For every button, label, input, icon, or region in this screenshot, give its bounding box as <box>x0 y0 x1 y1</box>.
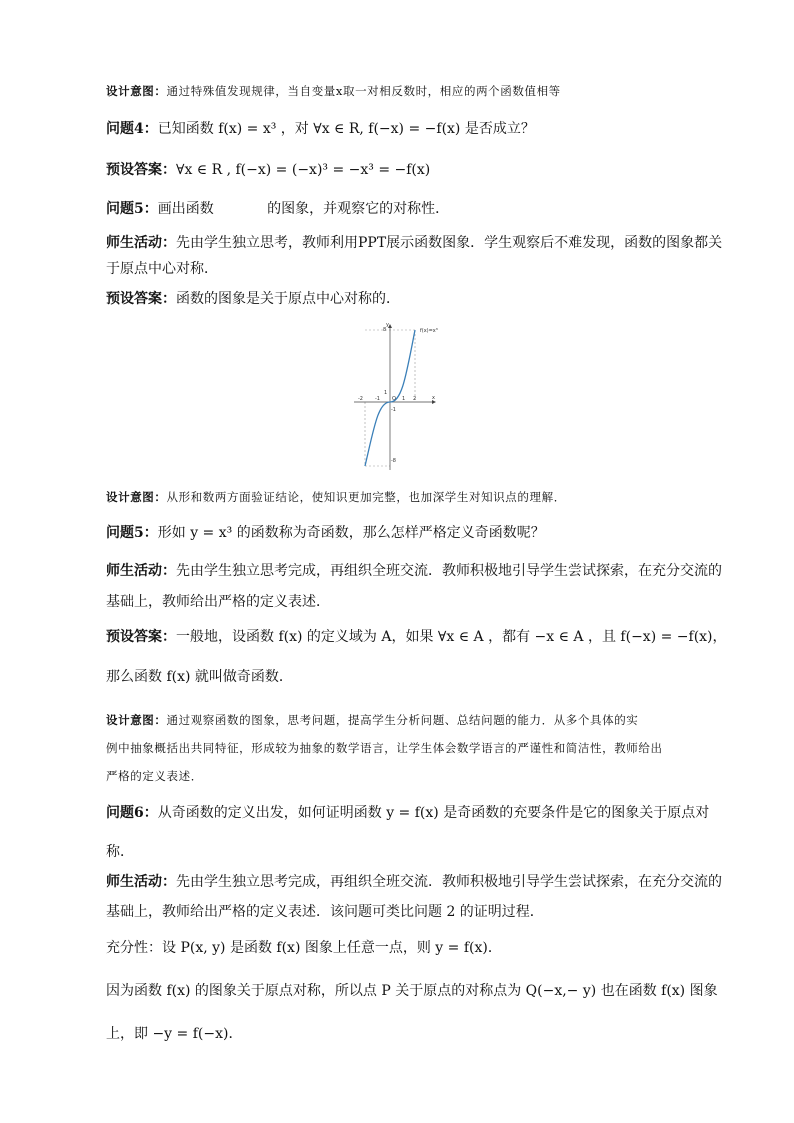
x-tick-2: 2 <box>413 396 417 402</box>
question-5-define <box>106 523 718 543</box>
label: 师生活动： <box>106 874 176 890</box>
text: ∀x ∈ R , f(−x) = (−x)³ = −x³ = −f(x) <box>176 162 431 178</box>
text: 充分性：设 P(x, y) 是函数 f(x) 图象上任意一点，则 y = f(x)． <box>106 940 502 956</box>
y-one-label: 1 <box>384 390 388 396</box>
text: 先由学生独立思考，教师利用PPT展示函数图象．学生观察后不难发现，函数的图象都关 <box>176 235 723 251</box>
question-6-line2 <box>106 842 718 862</box>
sufficiency-line <box>106 938 718 958</box>
label: 设计意图： <box>106 490 167 504</box>
label: 师生活动： <box>106 235 176 251</box>
text: 先由学生独立思考完成，再组织全班交流．教师积极地引导学生尝试探索，在充分交流的 <box>176 563 722 579</box>
y-bottom-label: -8 <box>391 458 396 464</box>
text: 称． <box>106 844 134 860</box>
text: 严格的定义表述． <box>106 769 203 783</box>
label: 设计意图： <box>106 713 167 727</box>
teacher-student-activity-1-line2 <box>106 259 718 279</box>
text: 那么函数 f(x) 就叫做奇函数． <box>106 669 293 685</box>
text: 一般地，设函数 f(x) 的定义域为 A，如果 ∀x ∈ A ，都有 −x ∈ A ，且 f(−x) = −f(x)， <box>176 629 727 645</box>
text: 已知函数 f(x) = x³ ，对 ∀x ∈ R, f(−x) = −f(x) 是否成立？ <box>157 121 535 137</box>
teacher-student-activity-3-line2 <box>106 902 718 922</box>
x-tick-neg1: -1 <box>375 396 380 402</box>
text: 从奇函数的定义出发，如何证明函数 y = f(x) 是奇函数的充要条件是它的图象关于原点对 <box>157 805 710 821</box>
x-axis-label: x <box>432 395 435 401</box>
y-top-label: 8 <box>383 327 387 333</box>
y-axis-label: y <box>386 322 389 328</box>
label: 师生活动： <box>106 563 176 579</box>
label: 问题5： <box>106 525 158 541</box>
text: 于原点中心对称． <box>106 261 218 277</box>
origin-label: O <box>392 396 396 402</box>
question-4 <box>106 119 718 139</box>
graph-svg <box>350 322 446 470</box>
question-5-draw <box>106 199 718 219</box>
design-intent-2 <box>106 487 718 507</box>
design-intent-1 <box>106 81 718 101</box>
teacher-student-activity-2-line2 <box>106 592 718 612</box>
x-tick-neg2: -2 <box>358 396 363 402</box>
text: 通过观察函数的图象，思考问题，提高学生分析问题、总结问题的能力．从多个具体的实 <box>166 713 639 727</box>
design-intent-3-line3 <box>106 766 718 786</box>
design-intent-3-line2 <box>106 738 718 758</box>
label: 问题5： <box>106 201 158 217</box>
design-intent-3-line1 <box>106 710 718 730</box>
x-tick-1: 1 <box>402 396 406 402</box>
preset-answer-1 <box>106 160 718 180</box>
text: 基础上，教师给出严格的定义表述． <box>106 594 330 610</box>
preset-answer-3-line2 <box>106 667 718 687</box>
label: 预设答案： <box>106 291 176 307</box>
label: 问题4： <box>106 121 158 137</box>
text: 因为函数 f(x) 的图象关于原点对称，所以点 P 关于原点的对称点为 Q(−x,− y) 也在函数 f(x) 图象 <box>106 983 718 999</box>
text: 函数的图象是关于原点中心对称的． <box>176 291 400 307</box>
label: 预设答案： <box>106 629 176 645</box>
text: 从形和数两方面验证结论，使知识更加完整，也加深学生对知识点的理解． <box>166 490 566 504</box>
proof-line1 <box>106 981 718 1001</box>
label: 预设答案： <box>106 162 176 178</box>
curve-label: f(x)=x³ <box>420 328 438 334</box>
teacher-student-activity-3-line1 <box>106 872 722 892</box>
preset-answer-2 <box>106 289 718 309</box>
text: 基础上，教师给出严格的定义表述．该问题可类比问题 2 的证明过程． <box>106 904 544 920</box>
text: 通过特殊值发现规律，当自变量x取一对相反数时，相应的两个函数值相等 <box>166 84 561 98</box>
label: 设计意图： <box>106 84 167 98</box>
question-6-line1 <box>106 803 718 823</box>
label: 问题6： <box>106 805 158 821</box>
text: 画出函数 的图象，并观察它的对称性． <box>157 201 450 217</box>
teacher-student-activity-2-line1 <box>106 561 722 581</box>
cubic-function-graph <box>350 322 446 470</box>
text: 形如 y = x³ 的函数称为奇函数，那么怎样严格定义奇函数呢？ <box>157 525 545 541</box>
proof-line2 <box>106 1024 718 1044</box>
preset-answer-3-line1 <box>106 627 727 647</box>
text: 例中抽象概括出共同特征，形成较为抽象的数学语言，让学生体会数学语言的严谨性和简洁性，教师给出 <box>106 741 663 755</box>
y-neg-one-label: -1 <box>391 407 396 413</box>
text: 上，即 −y = f(−x)． <box>106 1026 243 1042</box>
teacher-student-activity-1-line1 <box>106 233 723 253</box>
text: 先由学生独立思考完成，再组织全班交流．教师积极地引导学生尝试探索，在充分交流的 <box>176 874 722 890</box>
